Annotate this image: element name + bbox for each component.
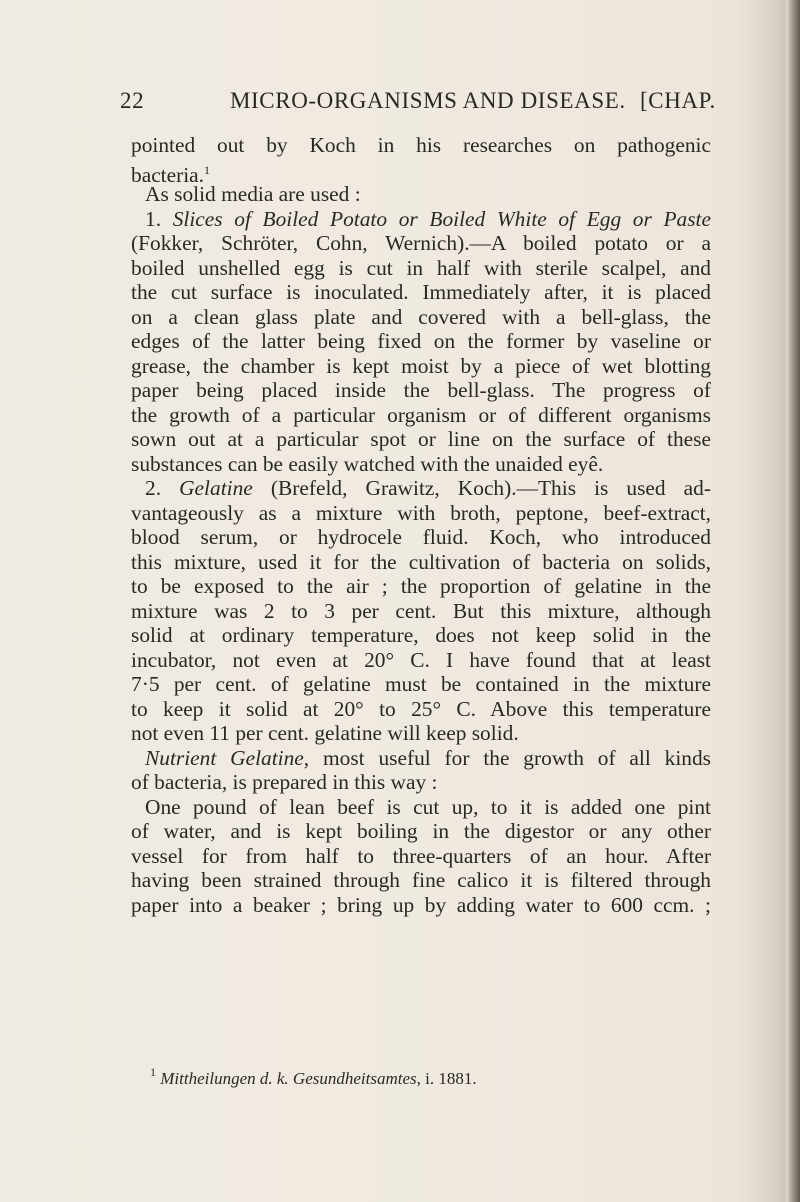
text-line: pointed out by Koch in his researches on pathogenic xyxy=(131,133,711,157)
text-line: substances can be easily watched with the unaided eyê. xyxy=(131,451,604,476)
text-line: the cut surface is inoculated. Immediately after, it is placed xyxy=(131,280,711,304)
text-line: 7·5 per cent. of gelatine must be contained in the mixture xyxy=(131,672,711,696)
footnote xyxy=(150,1062,710,1089)
footnote-source: Mittheilungen d. k. Gesundheitsamtes, xyxy=(160,1069,421,1088)
footnote-ref-detail: i. 1881. xyxy=(425,1069,477,1088)
text-line: of bacteria, is prepared in this way : xyxy=(131,770,438,794)
text-line: grease, the chamber is kept moist by a piece of wet blotting xyxy=(131,353,711,378)
text-line: on a clean glass plate and covered with a bell-glass, the xyxy=(131,304,711,329)
text-line: vantageously as a mixture with broth, peptone, beef-extract, xyxy=(131,500,711,525)
running-header xyxy=(120,88,716,116)
text-line: of water, and is kept boiling in the digestor or any other xyxy=(131,819,711,843)
text-line: this mixture, used it for the cultivation of bacteria on solids, xyxy=(131,549,711,574)
text-line: bacteria.$^1$ xyxy=(131,162,211,187)
footnote-marker: 1 xyxy=(150,1065,156,1079)
book-spine-edge xyxy=(786,0,800,1202)
text-line: paper into a beaker ; bring up by adding water to 600 ccm. ; xyxy=(131,892,711,917)
text-line: mixture was 2 to 3 per cent. But this mixture, although xyxy=(131,598,711,623)
text-line: to be exposed to the air ; the proportion of gelatine in the xyxy=(131,574,711,598)
text-line: blood serum, or hydrocele fluid. Koch, who introduced xyxy=(131,525,711,549)
text-line: As solid media are used : xyxy=(145,182,361,206)
section-heading-2: 2. Gelatine (Brefeld, Grawitz, Koch).—This is used ad- xyxy=(145,476,711,500)
section-heading-1: 1. Slices of Boiled Potato or Boiled White of Egg or Paste xyxy=(145,206,711,231)
text-line: vessel for from half to three-quarters of an hour. After xyxy=(131,843,711,868)
text-line: boiled unshelled egg is cut in half with sterile scalpel, and xyxy=(131,255,711,280)
running-title: MICRO-ORGANISMS AND DISEASE. xyxy=(230,88,626,113)
text-line: One pound of lean beef is cut up, to it is added one pint xyxy=(145,794,711,819)
text-line: edges of the latter being fixed on the former by vaseline or xyxy=(131,329,711,353)
text-line: solid at ordinary temperature, does not keep solid in the xyxy=(131,623,711,647)
page-number: 22 xyxy=(120,88,145,113)
chapter-marker: [CHAP. xyxy=(640,88,716,113)
text-line: incubator, not even at 20° C. I have found that at least xyxy=(131,647,711,672)
section-heading-3: Nutrient Gelatine, most useful for the growth of all kinds xyxy=(145,745,711,770)
text-line: having been strained through fine calico it is filtered through xyxy=(131,868,711,892)
text-line: to keep it solid at 20° to 25° C. Above this temperature xyxy=(131,696,711,721)
text-line: the growth of a particular organism or of different organisms xyxy=(131,402,711,427)
footnote-ref[interactable]: 1 xyxy=(204,162,211,177)
text-line: not even 11 per cent. gelatine will keep solid. xyxy=(131,721,519,745)
text-line: paper being placed inside the bell-glass. The progress of xyxy=(131,378,711,402)
text-line: sown out at a particular spot or line on the surface of these xyxy=(131,427,711,451)
body-text xyxy=(131,133,711,917)
text-line: (Fokker, Schröter, Cohn, Wernich).—A boiled potato or a xyxy=(131,231,711,255)
